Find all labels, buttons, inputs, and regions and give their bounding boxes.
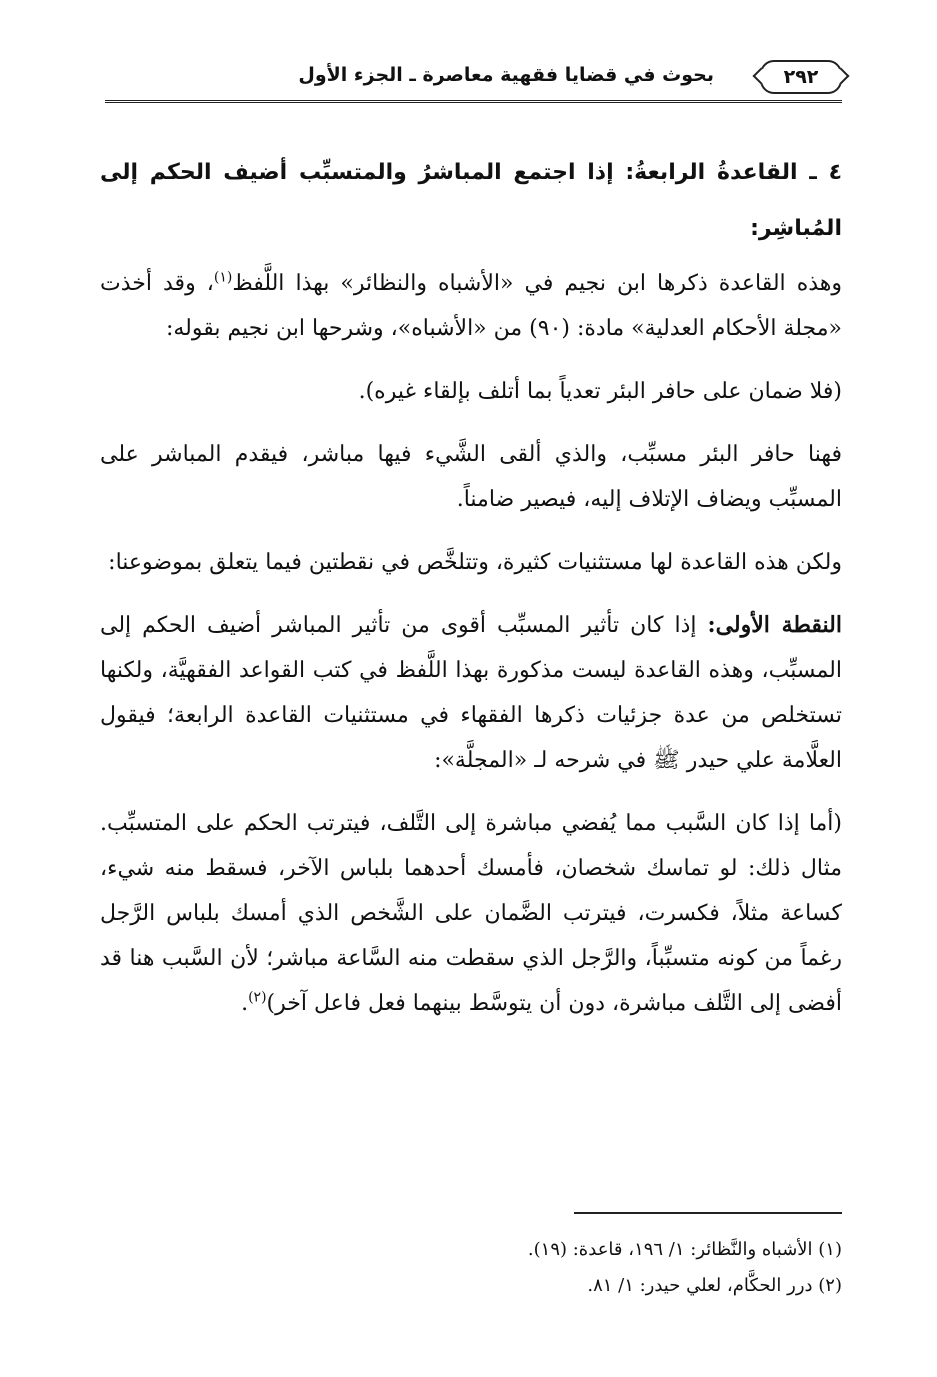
paragraph-5 — [100, 603, 842, 783]
paragraph-1-text: وهذه القاعدة ذكرها ابن نجيم في «الأشباه والنظائر» بهذا اللَّفظ — [232, 271, 842, 296]
page-number-badge — [760, 60, 842, 94]
paragraph-5-text: إذا كان تأثير المسبِّب أقوى من تأثير المباشر أضيف الحكم إلى المسبِّب، وهذه القاعدة ليست مذكورة بهذا اللَّفظ في كتب القواعد الفقهيَّة، ولكنها تستخلص من عدة جزئيات ذكرها الفقهاء في مستثنيات القاعدة الرابعة؛ فيقول العلَّامة علي حيدر ﷺ في شرحه لـ «المجلَّة»: — [100, 613, 842, 773]
paragraph-1-rest: ، وقد أخذت «مجلة الأحكام العدلية» مادة: (٩٠) من «الأشباه»، وشرحها ابن نجيم بقوله: — [100, 271, 842, 341]
rule-heading: ٤ ـ القاعدةُ الرابعةُ: إذا اجتمع المباشرُ والمتسبِّب أضيف الحكم إلى المُباشِر: — [100, 160, 842, 241]
paragraph-1 — [100, 261, 842, 351]
footnote-ref-2[interactable]: (٢) — [248, 989, 267, 1006]
footnote-separator — [574, 1212, 842, 1214]
page-header — [105, 58, 842, 103]
paragraph-6-quote — [100, 801, 842, 1026]
paragraph-6-end: . — [241, 991, 249, 1016]
footnote-ref-1[interactable]: (١) — [213, 269, 233, 286]
main-text — [100, 145, 842, 1044]
paragraph-6-text: (أما إذا كان السَّبب مما يُفضي مباشرة إلى التَّلف، فيترتب الحكم على المتسبِّب. مثال ذلك: لو تماسك شخصان، فأمسك أحدهما بلباس الآخر، فسقط منه شيء، كساعة مثلاً، فكسرت، فيترتب الضَّمان على الشَّخص الذي أمسك بلباس الرَّجل رغماً من كونه متسبِّباً، والرَّجل الذي سقطت منه السَّاعة مباشر؛ لأن السَّبب هنا قد أفضى إلى التَّلف مباشرة، دون أن يتوسَّط بينهما فعل فاعل آخر) — [100, 811, 842, 1016]
footnote-1: (١) الأشباه والنَّظائر: ١/ ١٩٦، قاعدة: (١٩). — [527, 1239, 842, 1260]
point-one-label: النقطة الأولى: — [707, 612, 842, 638]
footnotes — [100, 1232, 842, 1304]
paragraph-2-quote: (فلا ضمان على حافر البئر تعدياً بما أتلف بإلقاء غيره). — [358, 379, 842, 404]
paragraph-4: ولكن هذه القاعدة لها مستثنيات كثيرة، وتتلخَّص في نقطتين فيما يتعلق بموضوعنا: — [108, 550, 842, 575]
footnote-2: (٢) درر الحكَّام، لعلي حيدر: ١/ ٨١. — [587, 1275, 842, 1296]
paragraph-3: فهنا حافر البئر مسبِّب، والذي ألقى الشَّيء فيها مباشر، فيقدم المباشر على المسبِّب ويضاف الإتلاف إليه، فيصير ضامناً. — [100, 442, 842, 512]
running-title: بحوث في قضايا فقهية معاصرة ـ الجزء الأول — [298, 64, 714, 86]
page-number: ٢٩٢ — [783, 66, 819, 88]
